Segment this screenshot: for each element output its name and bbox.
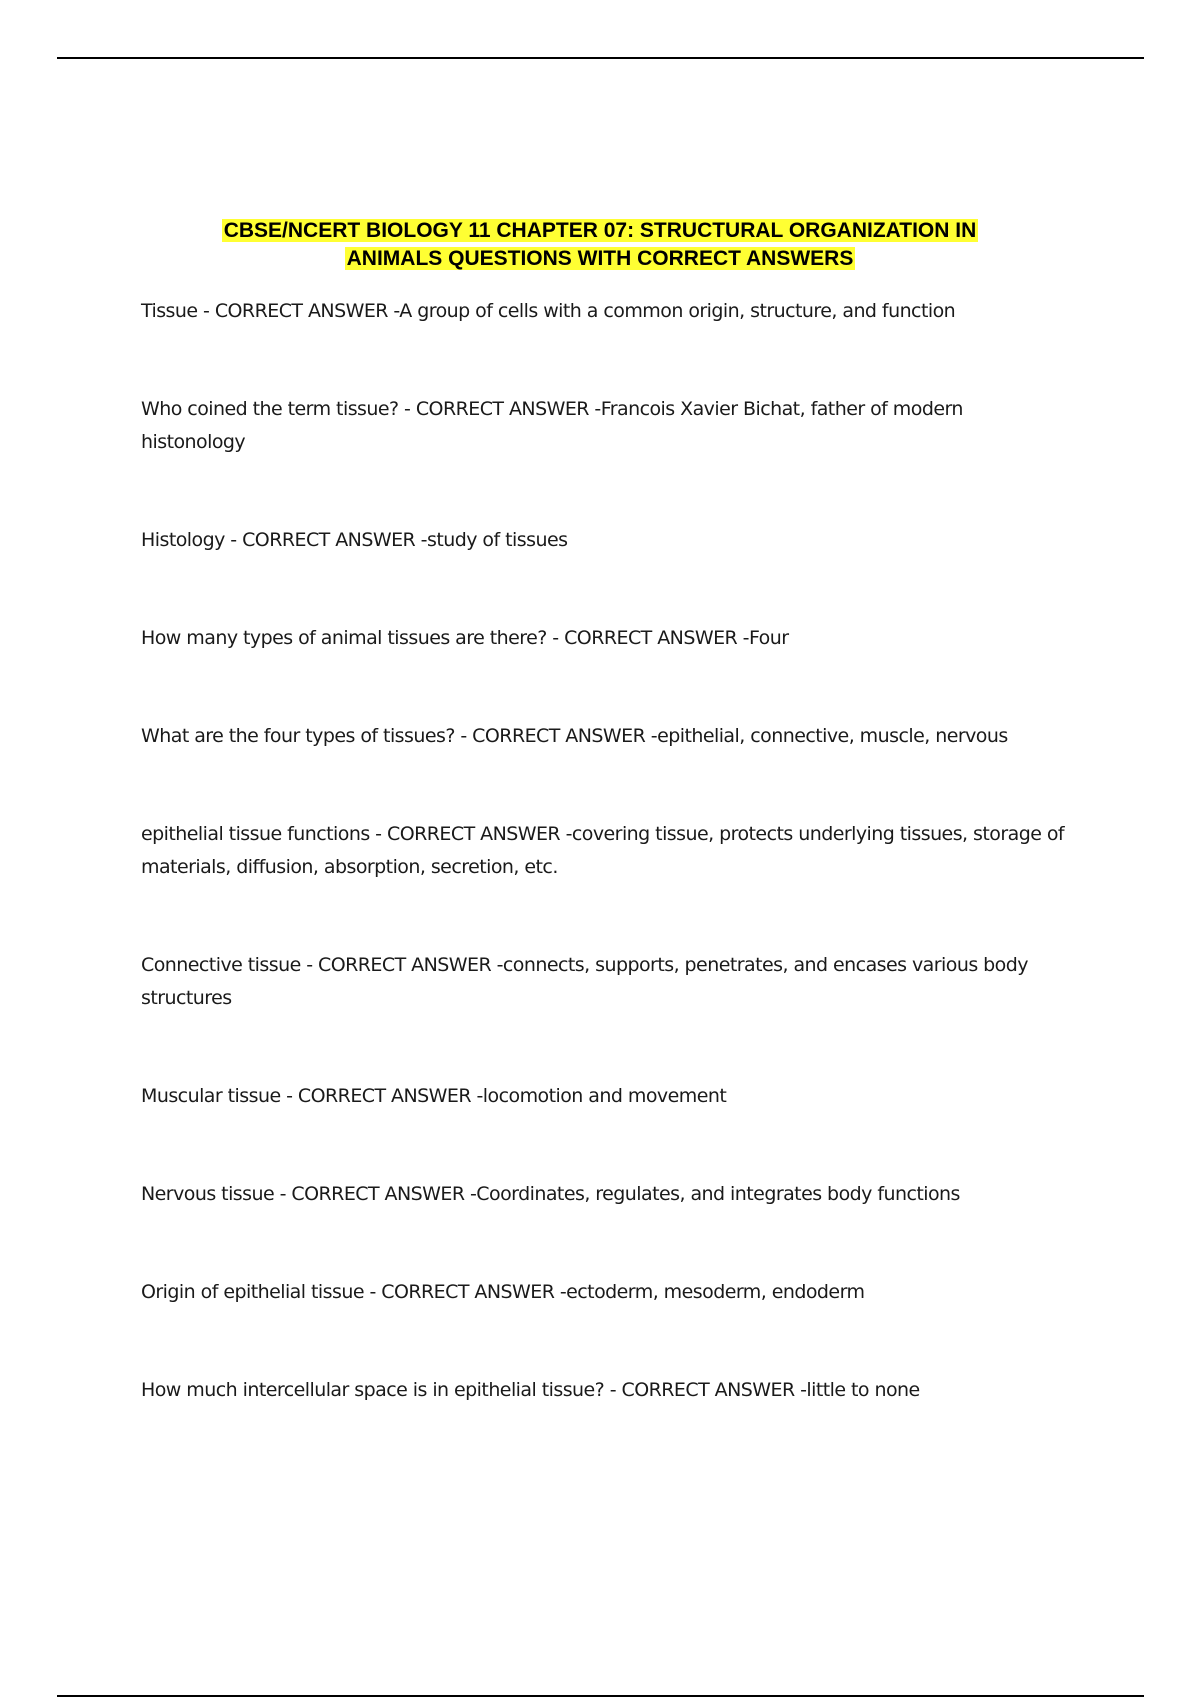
qa-item: Tissue - CORRECT ANSWER -A group of cells with a common origin, structure, and function bbox=[141, 300, 956, 322]
bottom-rule bbox=[57, 1695, 1144, 1697]
qa-item: How many types of animal tissues are there? - CORRECT ANSWER -Four bbox=[141, 627, 789, 649]
qa-item: Origin of epithelial tissue - CORRECT ANSWER -ectoderm, mesoderm, endoderm bbox=[141, 1281, 865, 1303]
qa-item: Nervous tissue - CORRECT ANSWER -Coordinates, regulates, and integrates body functions bbox=[141, 1183, 960, 1205]
qa-item: Histology - CORRECT ANSWER -study of tissues bbox=[141, 529, 568, 551]
title-line-2: ANIMALS QUESTIONS WITH CORRECT ANSWERS bbox=[346, 247, 854, 270]
qa-item: Who coined the term tissue? - CORRECT ANSWER -Francois Xavier Bichat, father of modern histonology bbox=[141, 398, 963, 453]
top-rule bbox=[57, 57, 1144, 59]
qa-item: What are the four types of tissues? - CORRECT ANSWER -epithelial, connective, muscle, nervous bbox=[141, 725, 1008, 747]
qa-item: epithelial tissue functions - CORRECT ANSWER -covering tissue, protects underlying tissues, storage of materials, diffusion, absorption, secretion, etc. bbox=[141, 823, 1065, 878]
qa-item: How much intercellular space is in epithelial tissue? - CORRECT ANSWER -little to none bbox=[141, 1379, 920, 1401]
qa-item: Muscular tissue - CORRECT ANSWER -locomotion and movement bbox=[141, 1085, 727, 1107]
title-line-1: CBSE/NCERT BIOLOGY 11 CHAPTER 07: STRUCTURAL ORGANIZATION IN bbox=[223, 219, 977, 242]
qa-item: Connective tissue - CORRECT ANSWER -connects, supports, penetrates, and encases various body structures bbox=[141, 954, 1028, 1009]
document-title bbox=[0, 217, 1200, 273]
